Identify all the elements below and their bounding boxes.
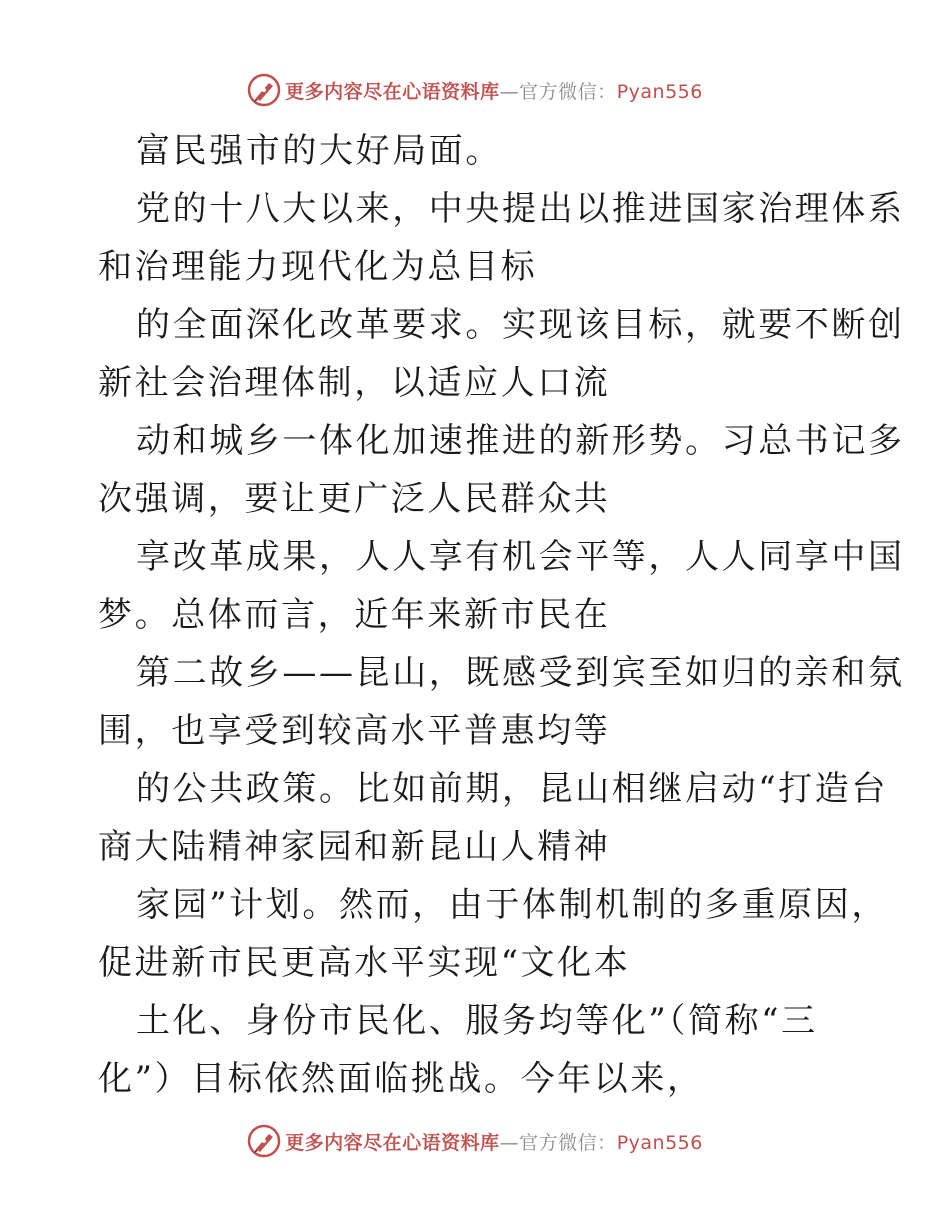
body-line: 围，也享受到较高水平普惠均等 (98, 711, 611, 751)
body-line: 梦。总体而言，近年来新市民在 (98, 595, 611, 635)
body-line: 新社会治理体制，以适应人口流 (98, 363, 611, 403)
body-line: 富民强市的大好局面。 (136, 131, 502, 171)
body-line: 动和城乡一体化加速推进的新形势。习总书记多 (136, 421, 905, 461)
header-separator: — (499, 80, 520, 103)
header-wechat-label: 官方微信： (519, 80, 617, 103)
header-title: 更多内容尽在心语资料库 (285, 80, 500, 103)
body-line: 的全面深化改革要求。实现该目标，就要不断创 (136, 305, 905, 345)
footer-banner (0, 1121, 950, 1161)
footer-separator: — (499, 1131, 520, 1154)
header-banner (0, 70, 950, 110)
body-line: 第二故乡——昆山，既感受到宾至如归的亲和氛 (136, 653, 905, 693)
body-line: 享改革成果，人人享有机会平等，人人同享中国 (136, 537, 905, 577)
footer-wechat-id: Pyan556 (616, 1131, 703, 1154)
body-line: 和治理能力现代化为总目标 (98, 247, 538, 287)
pen-logo-icon (247, 73, 281, 107)
body-line: 党的十八大以来，中央提出以推进国家治理体系 (136, 189, 905, 229)
body-line: 的公共政策。比如前期，昆山相继启动“打造台 (136, 769, 888, 809)
footer-title: 更多内容尽在心语资料库 (285, 1131, 500, 1154)
document-body (98, 122, 905, 1108)
pen-logo-icon (247, 1124, 281, 1158)
body-line: 促进新市民更高水平实现“文化本 (98, 943, 631, 983)
body-line: 土化、身份市民化、服务均等化”（简称“三 (136, 1001, 818, 1041)
body-line: 化”）目标依然面临挑战。今年以来， (98, 1059, 704, 1099)
body-line: 次强调，要让更广泛人民群众共 (98, 479, 611, 519)
body-line: 商大陆精神家园和新昆山人精神 (98, 827, 611, 867)
header-wechat-id: Pyan556 (616, 80, 703, 103)
body-line: 家园”计划。然而，由于体制机制的多重原因， (136, 885, 888, 925)
footer-wechat-label: 官方微信： (519, 1131, 617, 1154)
